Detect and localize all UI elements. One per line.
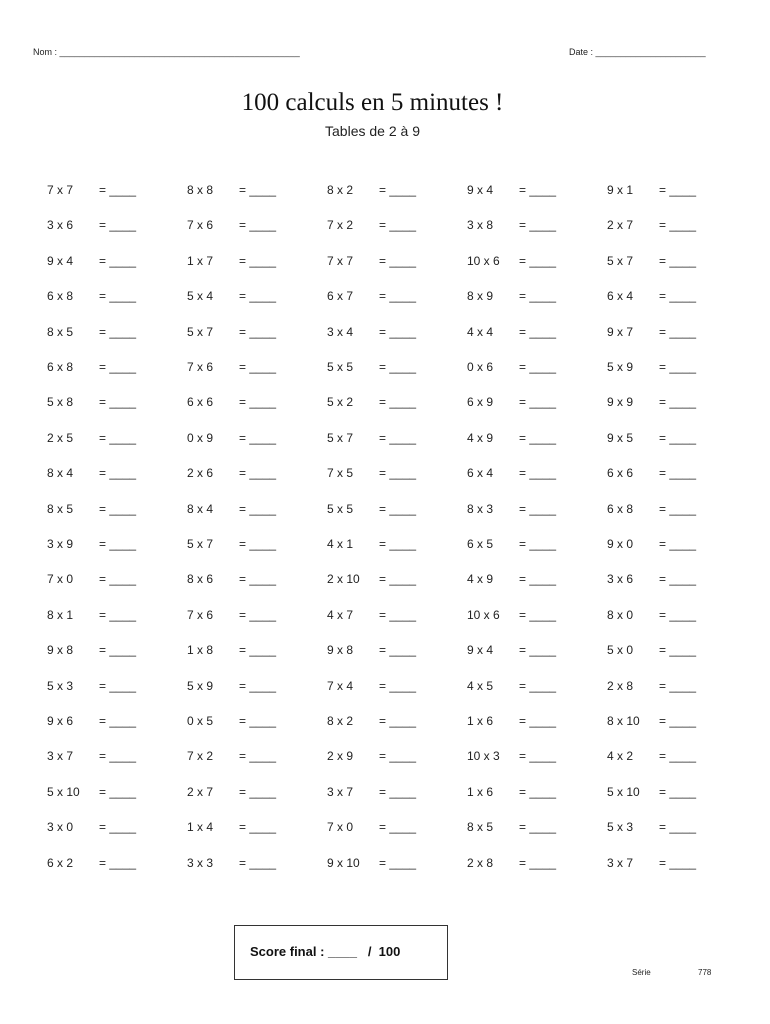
answer-blank[interactable]: = ____ xyxy=(239,218,277,232)
answer-blank[interactable]: = ____ xyxy=(99,820,137,834)
calc-expression: 3 x 3 xyxy=(187,856,214,870)
answer-blank[interactable]: = ____ xyxy=(379,183,417,197)
calc-expression: 1 x 8 xyxy=(187,643,214,657)
calc-expression: 8 x 3 xyxy=(467,502,494,516)
calc-expression: 7 x 7 xyxy=(47,183,74,197)
answer-blank[interactable]: = ____ xyxy=(519,360,557,374)
answer-blank[interactable]: = ____ xyxy=(379,572,417,586)
calc-expression: 7 x 2 xyxy=(187,749,214,763)
calc-expression: 2 x 7 xyxy=(607,218,634,232)
answer-blank[interactable]: = ____ xyxy=(239,643,277,657)
answer-blank[interactable]: = ____ xyxy=(379,608,417,622)
calc-expression: 5 x 2 xyxy=(327,395,354,409)
calc-expression: 9 x 1 xyxy=(607,183,634,197)
calc-expression: 6 x 9 xyxy=(467,395,494,409)
answer-blank[interactable]: = ____ xyxy=(379,218,417,232)
calc-expression: 5 x 8 xyxy=(47,395,74,409)
answer-blank[interactable]: = ____ xyxy=(239,502,277,516)
answer-blank[interactable]: = ____ xyxy=(239,572,277,586)
answer-blank[interactable]: = ____ xyxy=(99,218,137,232)
calc-expression: 4 x 4 xyxy=(467,325,494,339)
answer-blank[interactable]: = ____ xyxy=(379,749,417,763)
answer-blank[interactable]: = ____ xyxy=(379,820,417,834)
answer-blank[interactable]: = ____ xyxy=(519,183,557,197)
answer-blank[interactable]: = ____ xyxy=(239,360,277,374)
answer-blank[interactable]: = ____ xyxy=(379,856,417,870)
calc-expression: 1 x 6 xyxy=(467,785,494,799)
answer-blank[interactable]: = ____ xyxy=(519,254,557,268)
date-field[interactable]: Date : ______________________ xyxy=(569,47,706,57)
answer-blank[interactable]: = ____ xyxy=(519,431,557,445)
answer-blank[interactable]: = ____ xyxy=(379,785,417,799)
answer-blank[interactable]: = ____ xyxy=(99,360,137,374)
answer-blank[interactable]: = ____ xyxy=(239,820,277,834)
answer-blank[interactable]: = ____ xyxy=(519,856,557,870)
answer-blank[interactable]: = ____ xyxy=(239,785,277,799)
answer-blank[interactable]: = ____ xyxy=(659,183,697,197)
calc-expression: 2 x 8 xyxy=(467,856,494,870)
calc-expression: 7 x 6 xyxy=(187,360,214,374)
answer-blank[interactable]: = ____ xyxy=(99,183,137,197)
calc-expression: 2 x 7 xyxy=(187,785,214,799)
answer-blank[interactable]: = ____ xyxy=(99,643,137,657)
calc-expression: 4 x 5 xyxy=(467,679,494,693)
calc-expression: 9 x 8 xyxy=(327,643,354,657)
answer-blank[interactable]: = ____ xyxy=(379,325,417,339)
answer-blank[interactable]: = ____ xyxy=(379,254,417,268)
calc-expression: 8 x 5 xyxy=(467,820,494,834)
answer-blank[interactable]: = ____ xyxy=(519,395,557,409)
calc-expression: 9 x 4 xyxy=(467,643,494,657)
answer-blank[interactable]: = ____ xyxy=(659,572,697,586)
calc-expression: 5 x 5 xyxy=(327,502,354,516)
calc-expression: 2 x 6 xyxy=(187,466,214,480)
answer-blank[interactable]: = ____ xyxy=(659,431,697,445)
calc-expression: 8 x 8 xyxy=(187,183,214,197)
calc-expression: 8 x 9 xyxy=(467,289,494,303)
calc-expression: 2 x 10 xyxy=(327,572,360,586)
answer-blank[interactable]: = ____ xyxy=(379,431,417,445)
answer-blank[interactable]: = ____ xyxy=(239,714,277,728)
calc-expression: 9 x 7 xyxy=(607,325,634,339)
calc-expression: 8 x 0 xyxy=(607,608,634,622)
answer-blank[interactable]: = ____ xyxy=(239,749,277,763)
calc-expression: 9 x 4 xyxy=(467,183,494,197)
calc-expression: 8 x 2 xyxy=(327,183,354,197)
calc-expression: 6 x 8 xyxy=(47,360,74,374)
answer-blank[interactable]: = ____ xyxy=(239,431,277,445)
calc-expression: 5 x 7 xyxy=(327,431,354,445)
answer-blank[interactable]: = ____ xyxy=(659,679,697,693)
calc-expression: 6 x 6 xyxy=(607,466,634,480)
score-line[interactable] xyxy=(250,944,400,959)
answer-blank[interactable]: = ____ xyxy=(99,254,137,268)
calc-expression: 1 x 7 xyxy=(187,254,214,268)
score-total: / 100 xyxy=(367,944,401,959)
answer-blank[interactable]: = ____ xyxy=(659,537,697,551)
answer-blank[interactable]: = ____ xyxy=(519,325,557,339)
answer-blank[interactable]: = ____ xyxy=(239,254,277,268)
answer-blank[interactable]: = ____ xyxy=(239,608,277,622)
calc-expression: 4 x 2 xyxy=(607,749,634,763)
answer-blank[interactable]: = ____ xyxy=(379,714,417,728)
calc-expression: 7 x 7 xyxy=(327,254,354,268)
answer-blank[interactable]: = ____ xyxy=(659,749,697,763)
calc-expression: 7 x 6 xyxy=(187,218,214,232)
calc-expression: 10 x 3 xyxy=(467,749,500,763)
calc-expression: 3 x 6 xyxy=(607,572,634,586)
answer-blank[interactable]: = ____ xyxy=(99,856,137,870)
calc-expression: 2 x 8 xyxy=(607,679,634,693)
calc-expression: 8 x 4 xyxy=(187,502,214,516)
calc-expression: 10 x 6 xyxy=(467,254,500,268)
answer-blank[interactable]: = ____ xyxy=(99,608,137,622)
answer-blank[interactable]: = ____ xyxy=(239,537,277,551)
answer-blank[interactable]: = ____ xyxy=(659,785,697,799)
calc-expression: 3 x 7 xyxy=(607,856,634,870)
calc-expression: 3 x 6 xyxy=(47,218,74,232)
calc-expression: 0 x 6 xyxy=(467,360,494,374)
calc-expression: 4 x 1 xyxy=(327,537,354,551)
answer-blank[interactable]: = ____ xyxy=(659,643,697,657)
calc-expression: 7 x 6 xyxy=(187,608,214,622)
answer-blank[interactable]: = ____ xyxy=(239,856,277,870)
answer-blank[interactable]: = ____ xyxy=(239,289,277,303)
answer-blank[interactable]: = ____ xyxy=(659,856,697,870)
answer-blank[interactable]: = ____ xyxy=(379,466,417,480)
answer-blank[interactable]: = ____ xyxy=(99,714,137,728)
answer-blank[interactable]: = ____ xyxy=(519,714,557,728)
calc-expression: 3 x 9 xyxy=(47,537,74,551)
page-subtitle: Tables de 2 à 9 xyxy=(325,123,420,139)
answer-blank[interactable]: = ____ xyxy=(379,395,417,409)
calc-expression: 7 x 0 xyxy=(47,572,74,586)
answer-blank[interactable]: = ____ xyxy=(379,679,417,693)
calc-expression: 6 x 4 xyxy=(607,289,634,303)
calc-expression: 8 x 4 xyxy=(47,466,74,480)
calc-expression: 7 x 2 xyxy=(327,218,354,232)
calc-expression: 8 x 6 xyxy=(187,572,214,586)
answer-blank[interactable]: = ____ xyxy=(519,502,557,516)
answer-blank[interactable]: = ____ xyxy=(239,679,277,693)
calc-expression: 4 x 7 xyxy=(327,608,354,622)
answer-blank[interactable]: = ____ xyxy=(379,502,417,516)
answer-blank[interactable]: = ____ xyxy=(659,218,697,232)
calc-expression: 5 x 10 xyxy=(47,785,80,799)
calc-expression: 5 x 5 xyxy=(327,360,354,374)
calc-expression: 5 x 3 xyxy=(607,820,634,834)
score-box xyxy=(234,925,448,980)
calc-expression: 8 x 2 xyxy=(327,714,354,728)
serie-label: Série xyxy=(632,968,651,977)
calc-expression: 2 x 5 xyxy=(47,431,74,445)
answer-blank[interactable]: = ____ xyxy=(99,785,137,799)
calc-expression: 5 x 0 xyxy=(607,643,634,657)
calc-expression: 3 x 0 xyxy=(47,820,74,834)
calc-expression: 3 x 7 xyxy=(47,749,74,763)
answer-blank[interactable]: = ____ xyxy=(99,679,137,693)
calc-expression: 8 x 10 xyxy=(607,714,640,728)
answer-blank[interactable]: = ____ xyxy=(519,643,557,657)
calc-expression: 0 x 9 xyxy=(187,431,214,445)
calc-expression: 7 x 5 xyxy=(327,466,354,480)
answer-blank[interactable]: = ____ xyxy=(99,431,137,445)
calc-expression: 3 x 7 xyxy=(327,785,354,799)
answer-blank[interactable]: = ____ xyxy=(659,395,697,409)
calc-expression: 4 x 9 xyxy=(467,572,494,586)
answer-blank[interactable]: = ____ xyxy=(99,466,137,480)
calc-expression: 5 x 7 xyxy=(187,537,214,551)
answer-blank[interactable]: = ____ xyxy=(519,608,557,622)
calc-expression: 9 x 6 xyxy=(47,714,74,728)
calc-expression: 5 x 9 xyxy=(607,360,634,374)
page-title: 100 calculs en 5 minutes ! xyxy=(241,89,504,116)
calc-expression: 6 x 2 xyxy=(47,856,74,870)
answer-blank[interactable]: = ____ xyxy=(659,289,697,303)
answer-blank[interactable]: = ____ xyxy=(239,466,277,480)
calc-expression: 5 x 7 xyxy=(187,325,214,339)
answer-blank[interactable]: = ____ xyxy=(519,679,557,693)
calc-expression: 5 x 10 xyxy=(607,785,640,799)
answer-blank[interactable]: = ____ xyxy=(379,537,417,551)
calc-expression: 8 x 5 xyxy=(47,325,74,339)
answer-blank[interactable]: = ____ xyxy=(519,537,557,551)
calc-expression: 8 x 1 xyxy=(47,608,74,622)
answer-blank[interactable]: = ____ xyxy=(519,820,557,834)
calc-expression: 3 x 4 xyxy=(327,325,354,339)
answer-blank[interactable]: = ____ xyxy=(99,289,137,303)
answer-blank[interactable]: = ____ xyxy=(519,572,557,586)
calc-expression: 2 x 9 xyxy=(327,749,354,763)
answer-blank[interactable]: = ____ xyxy=(659,254,697,268)
calc-expression: 3 x 8 xyxy=(467,218,494,232)
answer-blank[interactable]: = ____ xyxy=(659,502,697,516)
answer-blank[interactable]: = ____ xyxy=(239,325,277,339)
answer-blank[interactable]: = ____ xyxy=(659,360,697,374)
answer-blank[interactable]: = ____ xyxy=(519,785,557,799)
serie-number: 778 xyxy=(698,968,712,977)
calc-expression: 9 x 9 xyxy=(607,395,634,409)
answer-blank[interactable]: = ____ xyxy=(519,289,557,303)
calc-expression: 9 x 4 xyxy=(47,254,74,268)
calc-expression: 5 x 4 xyxy=(187,289,214,303)
calc-expression: 6 x 5 xyxy=(467,537,494,551)
answer-blank[interactable]: = ____ xyxy=(379,289,417,303)
score-label: Score final : xyxy=(250,944,325,959)
answer-blank[interactable]: = ____ xyxy=(379,643,417,657)
answer-blank[interactable]: = ____ xyxy=(519,466,557,480)
answer-blank[interactable]: = ____ xyxy=(659,820,697,834)
answer-blank[interactable]: = ____ xyxy=(99,502,137,516)
answer-blank[interactable]: = ____ xyxy=(659,325,697,339)
answer-blank[interactable]: = ____ xyxy=(659,714,697,728)
calc-expression: 1 x 4 xyxy=(187,820,214,834)
calc-expression: 5 x 3 xyxy=(47,679,74,693)
calc-expression: 6 x 4 xyxy=(467,466,494,480)
answer-blank[interactable]: = ____ xyxy=(239,395,277,409)
calc-expression: 6 x 8 xyxy=(47,289,74,303)
score-blank[interactable]: ____ xyxy=(328,944,357,959)
answer-blank[interactable]: = ____ xyxy=(99,325,137,339)
name-field[interactable]: Nom : ________________________________________________ xyxy=(33,47,300,57)
answer-blank[interactable]: = ____ xyxy=(239,183,277,197)
calc-expression: 0 x 5 xyxy=(187,714,214,728)
answer-blank[interactable]: = ____ xyxy=(99,395,137,409)
answer-blank[interactable]: = ____ xyxy=(519,749,557,763)
calc-expression: 6 x 7 xyxy=(327,289,354,303)
calc-expression: 10 x 6 xyxy=(467,608,500,622)
calc-expression: 8 x 5 xyxy=(47,502,74,516)
calc-expression: 6 x 8 xyxy=(607,502,634,516)
answer-blank[interactable]: = ____ xyxy=(99,537,137,551)
calc-expression: 9 x 5 xyxy=(607,431,634,445)
answer-blank[interactable]: = ____ xyxy=(659,608,697,622)
answer-blank[interactable]: = ____ xyxy=(659,466,697,480)
answer-blank[interactable]: = ____ xyxy=(99,572,137,586)
calc-expression: 4 x 9 xyxy=(467,431,494,445)
answer-blank[interactable]: = ____ xyxy=(379,360,417,374)
answer-blank[interactable]: = ____ xyxy=(99,749,137,763)
calc-expression: 7 x 0 xyxy=(327,820,354,834)
calc-expression: 9 x 0 xyxy=(607,537,634,551)
calc-expression: 1 x 6 xyxy=(467,714,494,728)
calc-expression: 5 x 7 xyxy=(607,254,634,268)
calc-expression: 9 x 10 xyxy=(327,856,360,870)
calc-expression: 9 x 8 xyxy=(47,643,74,657)
calc-expression: 5 x 9 xyxy=(187,679,214,693)
calc-expression: 6 x 6 xyxy=(187,395,214,409)
calc-expression: 7 x 4 xyxy=(327,679,354,693)
answer-blank[interactable]: = ____ xyxy=(519,218,557,232)
